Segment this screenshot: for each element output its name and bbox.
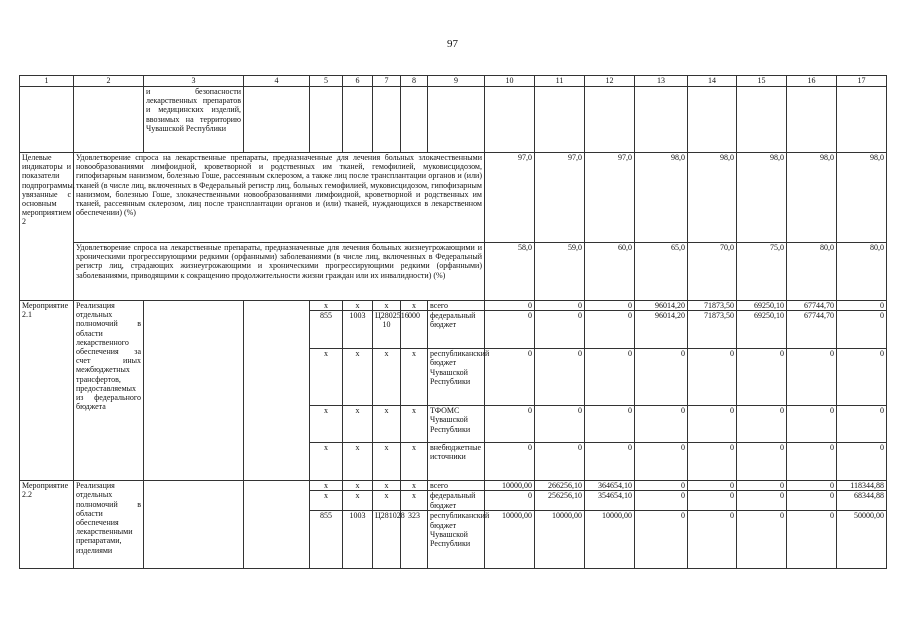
indicator-value: 60,0 <box>585 243 635 301</box>
indicator-value: 97,0 <box>485 153 535 243</box>
indicator-value: 65,0 <box>635 243 688 301</box>
funding-value: 0 <box>837 443 887 481</box>
funding-value: 10000,00 <box>535 511 585 569</box>
funding-value: 69250,10 <box>737 301 787 311</box>
funding-value: 0 <box>787 491 837 511</box>
budget-code: 323 <box>401 511 428 569</box>
indicator-text: Удовлетворение спроса на лекарственные препараты, предназначенные для лечения больных жизнеугрожающими и хроническими прогрессирующими редкими (орфанными) заболеваниями (в числе лиц, включенных в Федеральный регистр лиц, страдающих жизнеугрожающими и хроническими прогрессирующими редкими (орфанными) заболеваниями, приводящими к сокращению продолжительности жизни граждан или их инвалидности) (%) <box>74 243 485 301</box>
funding-value: 0 <box>837 406 887 443</box>
indicator-value: 70,0 <box>688 243 737 301</box>
budget-code: 855 <box>310 311 343 349</box>
column-header: 17 <box>837 76 887 87</box>
indicator-value: 98,0 <box>635 153 688 243</box>
budget-code: x <box>401 443 428 481</box>
funding-value: 0 <box>688 481 737 491</box>
indicator-value: 97,0 <box>535 153 585 243</box>
funding-value: 266256,10 <box>535 481 585 491</box>
funding-source: республиканский бюджет Чувашской Республики <box>428 511 485 569</box>
indicator-value: 80,0 <box>837 243 887 301</box>
funding-value: 0 <box>635 406 688 443</box>
funding-value: 10000,00 <box>485 511 535 569</box>
funding-value: 10000,00 <box>585 511 635 569</box>
funding-value: 118344,88 <box>837 481 887 491</box>
measure-col3 <box>144 301 244 481</box>
column-header: 12 <box>585 76 635 87</box>
funding-value: 0 <box>688 349 737 406</box>
funding-value: 0 <box>737 349 787 406</box>
funding-value: 0 <box>635 511 688 569</box>
funding-source: внебюджетные источники <box>428 443 485 481</box>
funding-value: 0 <box>787 406 837 443</box>
funding-value: 364654,10 <box>585 481 635 491</box>
budget-code: x <box>373 301 401 311</box>
budget-code: x <box>401 349 428 406</box>
budget-code: x <box>401 301 428 311</box>
budget-code: x <box>343 349 373 406</box>
budget-code: x <box>343 481 373 491</box>
funding-value: 0 <box>688 406 737 443</box>
funding-value: 0 <box>585 349 635 406</box>
top-row-col3: и безопасности лекарственных препаратов и медицинских изделий, ввозимых на территорию Чувашской Республики <box>144 87 244 153</box>
funding-source: всего <box>428 481 485 491</box>
column-header: 16 <box>787 76 837 87</box>
funding-value: 0 <box>485 491 535 511</box>
budget-code: x <box>343 443 373 481</box>
funding-value: 67744,70 <box>787 311 837 349</box>
funding-value: 0 <box>787 481 837 491</box>
funding-value: 0 <box>485 311 535 349</box>
funding-value: 256256,10 <box>535 491 585 511</box>
indicator-value: 97,0 <box>585 153 635 243</box>
budget-code: x <box>310 301 343 311</box>
column-header: 7 <box>373 76 401 87</box>
budget-code: x <box>373 406 401 443</box>
budget-code: x <box>343 406 373 443</box>
funding-value: 0 <box>485 443 535 481</box>
column-number-row <box>20 76 887 87</box>
budget-code: x <box>401 481 428 491</box>
funding-value: 0 <box>535 301 585 311</box>
funding-value: 96014,20 <box>635 301 688 311</box>
top-continuation-row <box>20 87 887 153</box>
measure-label: Мероприятие 2.1 <box>20 301 74 481</box>
funding-value: 0 <box>737 491 787 511</box>
funding-source: федеральный бюджет <box>428 311 485 349</box>
budget-code: 000 <box>401 311 428 349</box>
column-header: 1 <box>20 76 74 87</box>
budget-code: x <box>373 443 401 481</box>
page-number: 97 <box>447 38 458 50</box>
funding-value: 0 <box>535 311 585 349</box>
indicator-text: Удовлетворение спроса на лекарственные препараты, предназначенные для лечения больных злокачественными новообразованиями лимфоидной, кроветворной и родственных им тканей, гемофилией, муковисцидозом, гипофизарным нанизмом, болезнью Гоше, рассеянным склерозом, а также лиц после трансплантации органов и (или) тканей (в числе лиц, включенных в Федеральный регистр лиц, больных гемофилией, муковисцидозом, гипофизарным нанизмом, болезнью Гоше, злокачественными новообразованиями лимфоидной, кроветворной и родственных им тканей, рассеянным склерозом, лиц после трансплантации органов и (или) тканей, нуждающихся в лекарственном обеспечении) (%) <box>74 153 485 243</box>
budget-code: x <box>373 349 401 406</box>
funding-value: 0 <box>737 511 787 569</box>
funding-value: 68344,88 <box>837 491 887 511</box>
funding-value: 96014,20 <box>635 311 688 349</box>
budget-code: 855 <box>310 511 343 569</box>
funding-value: 0 <box>585 311 635 349</box>
measure-description: Реализация отдельных полномочий в области лекарственного обеспечения за счет иных межбюджетных трансфертов, предоставляемых из федерального бюджета <box>74 301 144 481</box>
column-header: 8 <box>401 76 428 87</box>
column-header: 4 <box>244 76 310 87</box>
funding-value: 71873,50 <box>688 311 737 349</box>
measure-label: Мероприятие 2.2 <box>20 481 74 569</box>
funding-value: 0 <box>737 406 787 443</box>
measure-2-1-row <box>20 301 887 311</box>
funding-source: федеральный бюджет <box>428 491 485 511</box>
funding-value: 0 <box>585 301 635 311</box>
budget-code: x <box>401 406 428 443</box>
budget-code: x <box>343 301 373 311</box>
column-header: 15 <box>737 76 787 87</box>
funding-value: 0 <box>485 349 535 406</box>
funding-value: 0 <box>837 301 887 311</box>
funding-value: 67744,70 <box>787 301 837 311</box>
column-header: 3 <box>144 76 244 87</box>
indicator-value: 98,0 <box>837 153 887 243</box>
column-header: 9 <box>428 76 485 87</box>
funding-value: 0 <box>635 349 688 406</box>
funding-value: 0 <box>787 443 837 481</box>
column-header: 10 <box>485 76 535 87</box>
funding-value: 0 <box>585 443 635 481</box>
funding-value: 0 <box>688 511 737 569</box>
indicator-row <box>20 153 887 243</box>
budget-code: x <box>373 481 401 491</box>
budget-table <box>19 75 887 569</box>
funding-value: 0 <box>635 481 688 491</box>
indicator-value: 80,0 <box>787 243 837 301</box>
funding-value: 0 <box>535 443 585 481</box>
measure-col4 <box>244 481 310 569</box>
indicator-value: 59,0 <box>535 243 585 301</box>
funding-value: 0 <box>688 491 737 511</box>
indicator-value: 98,0 <box>787 153 837 243</box>
column-header: 11 <box>535 76 585 87</box>
funding-value: 0 <box>585 406 635 443</box>
funding-value: 0 <box>737 481 787 491</box>
indicator-value: 58,0 <box>485 243 535 301</box>
funding-value: 0 <box>737 443 787 481</box>
funding-source: всего <box>428 301 485 311</box>
funding-value: 10000,00 <box>485 481 535 491</box>
column-header: 2 <box>74 76 144 87</box>
budget-code: x <box>310 443 343 481</box>
funding-source: республиканский бюджет Чувашской Республики <box>428 349 485 406</box>
budget-code: x <box>343 491 373 511</box>
column-header: 13 <box>635 76 688 87</box>
indicator-value: 98,0 <box>737 153 787 243</box>
budget-code: Ц281028 <box>373 511 401 569</box>
funding-value: 71873,50 <box>688 301 737 311</box>
funding-value: 0 <box>688 443 737 481</box>
budget-code: x <box>310 481 343 491</box>
table-body <box>20 87 887 569</box>
funding-value: 69250,10 <box>737 311 787 349</box>
funding-value: 50000,00 <box>837 511 887 569</box>
funding-value: 0 <box>485 301 535 311</box>
indicator-value: 98,0 <box>688 153 737 243</box>
measure-2-2-row <box>20 481 887 491</box>
budget-code: x <box>401 491 428 511</box>
measure-col4 <box>244 301 310 481</box>
funding-value: 0 <box>635 443 688 481</box>
funding-source: ТФОМС Чувашской Республики <box>428 406 485 443</box>
indicator-value: 75,0 <box>737 243 787 301</box>
budget-code: Ц2802516 10 <box>373 311 401 349</box>
funding-value: 0 <box>635 491 688 511</box>
column-header: 14 <box>688 76 737 87</box>
funding-value: 0 <box>535 406 585 443</box>
budget-code: 1003 <box>343 511 373 569</box>
measure-description: Реализация отдельных полномочий в области обеспечения лекарственными препаратами, изделиями <box>74 481 144 569</box>
funding-value: 0 <box>787 349 837 406</box>
budget-code: x <box>310 349 343 406</box>
column-header: 6 <box>343 76 373 87</box>
funding-value: 0 <box>485 406 535 443</box>
budget-code: x <box>310 406 343 443</box>
budget-code: x <box>310 491 343 511</box>
funding-value: 0 <box>787 511 837 569</box>
budget-code: x <box>373 491 401 511</box>
budget-code: 1003 <box>343 311 373 349</box>
table-header <box>20 76 887 87</box>
measure-col3 <box>144 481 244 569</box>
funding-value: 0 <box>535 349 585 406</box>
funding-value: 0 <box>837 311 887 349</box>
funding-value: 354654,10 <box>585 491 635 511</box>
column-header: 5 <box>310 76 343 87</box>
indicators-label: Целевые индикаторы и показатели подпрограммы, увязанные с основным мероприятием 2 <box>20 153 74 301</box>
funding-value: 0 <box>837 349 887 406</box>
indicator-row <box>20 243 887 301</box>
